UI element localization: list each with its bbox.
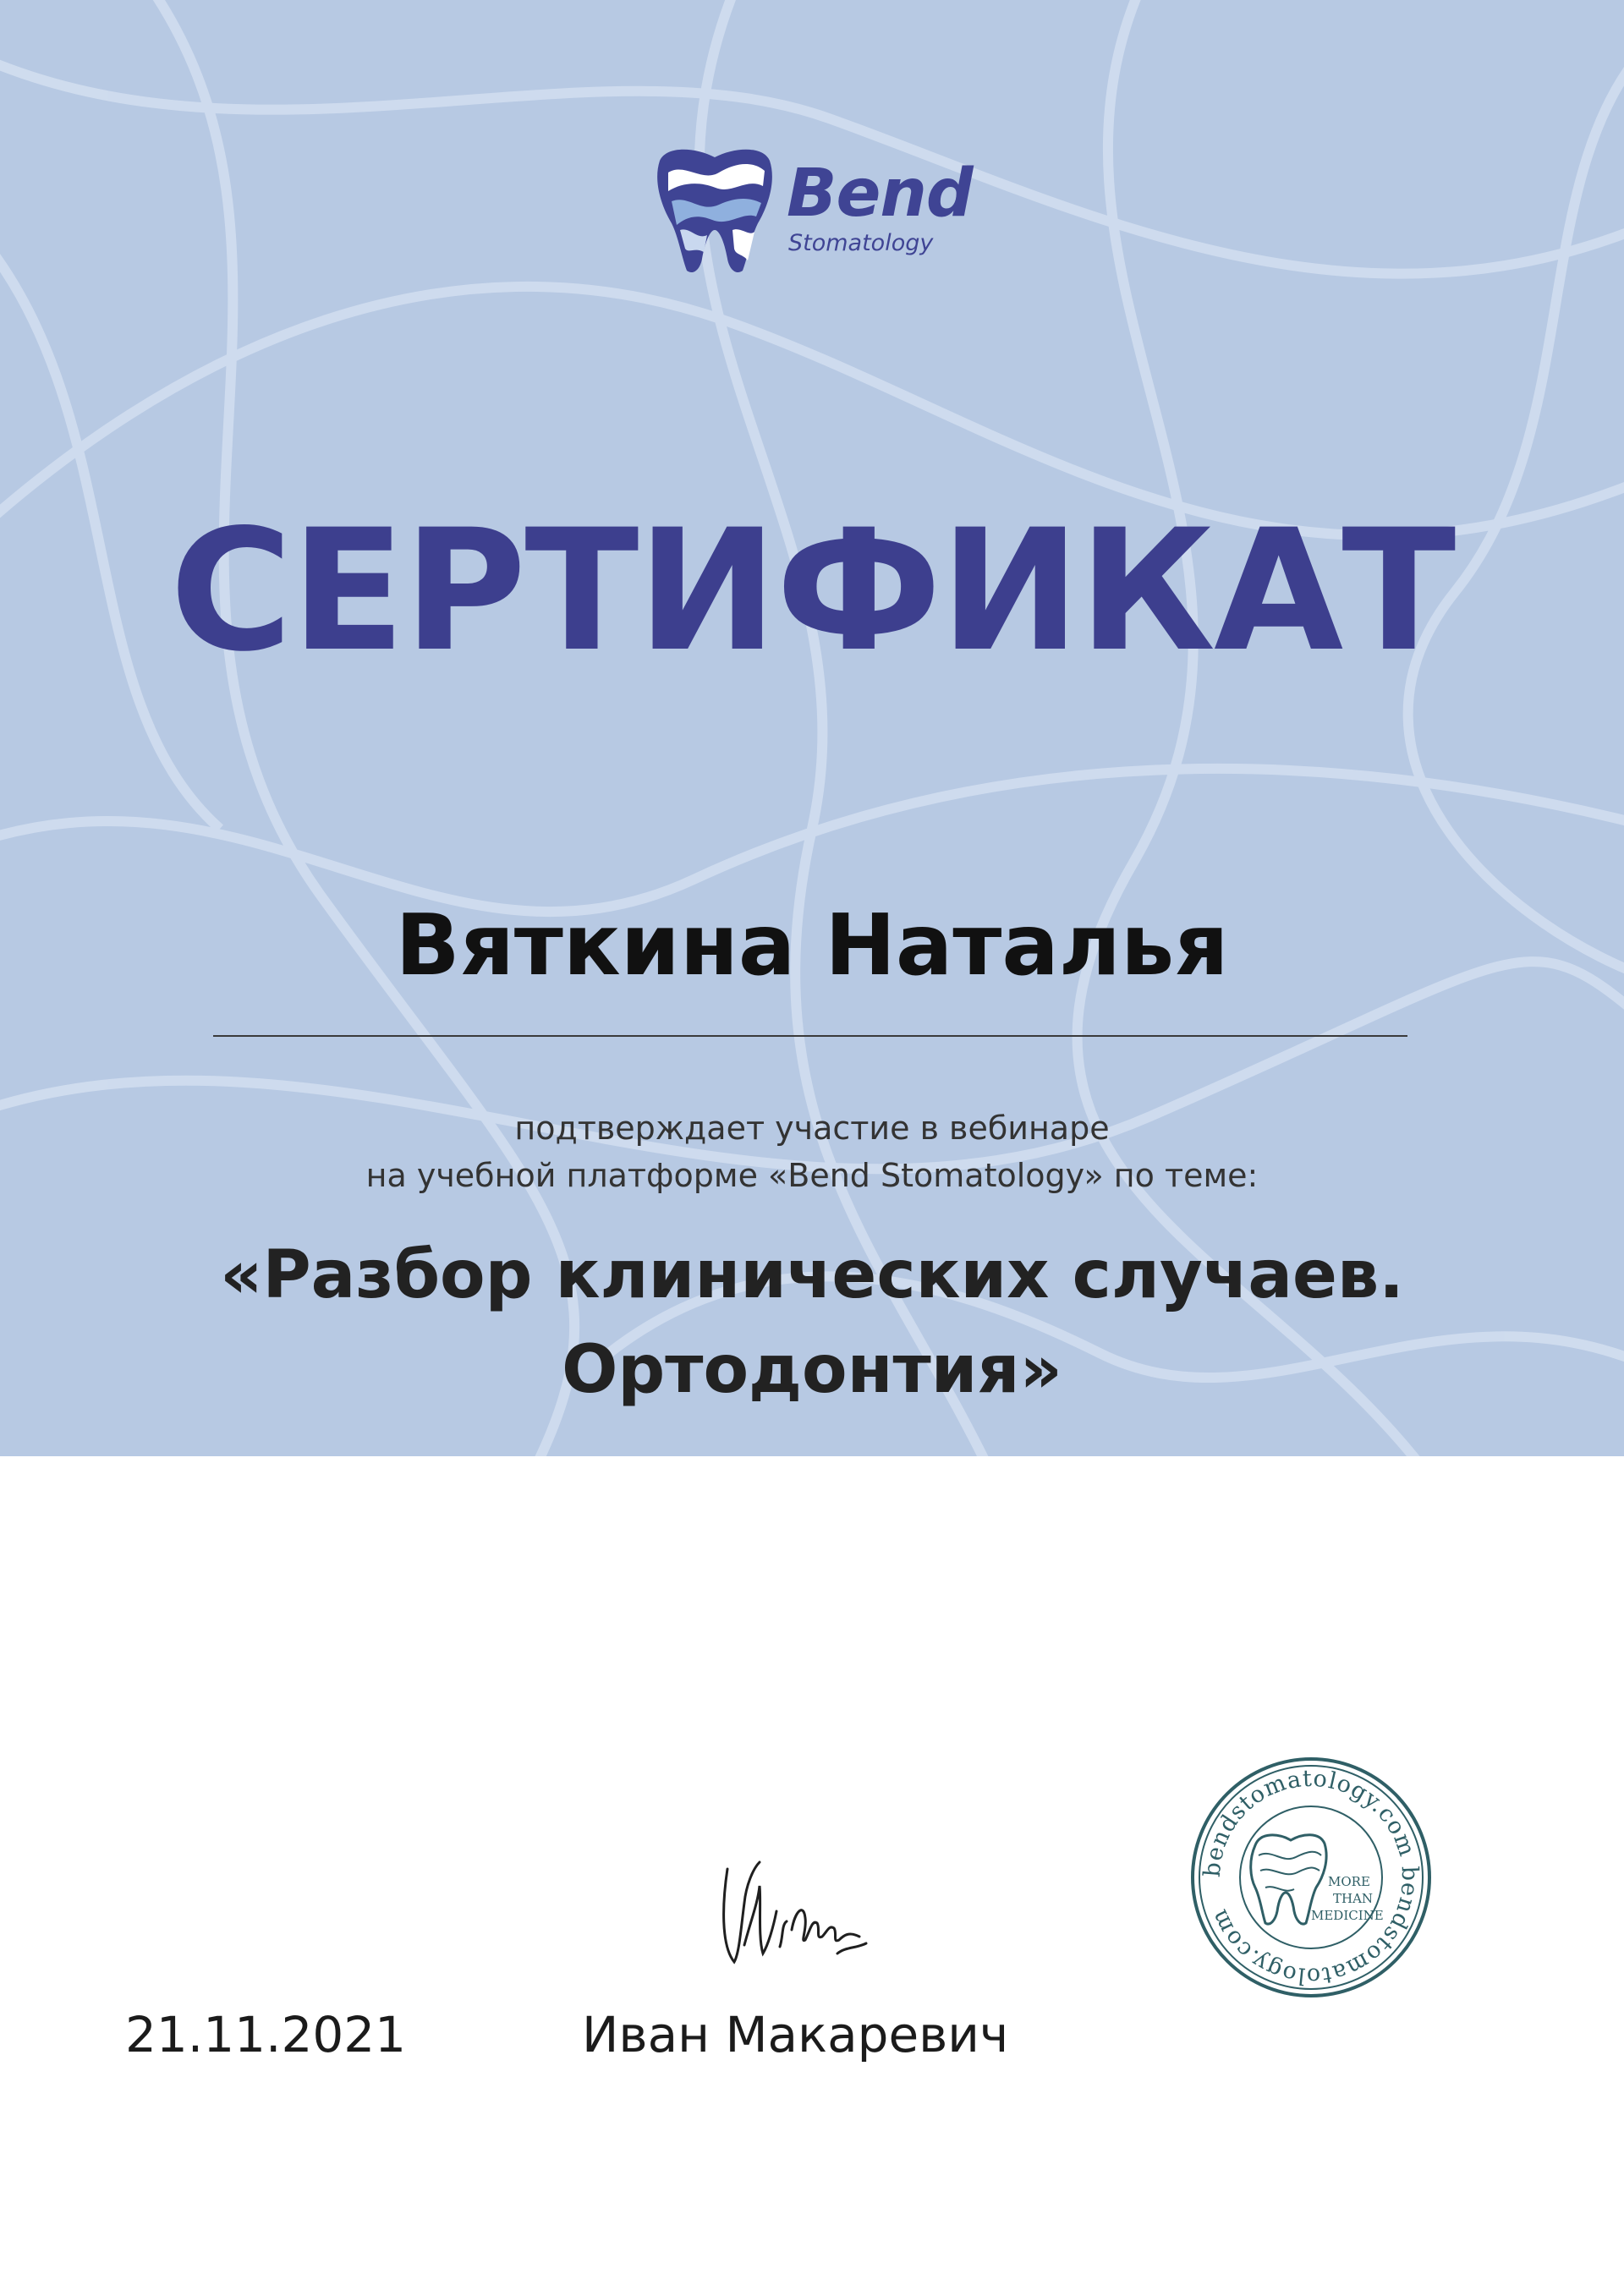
certificate-date: 21.11.2021 bbox=[125, 2006, 407, 2063]
brand-logo bbox=[651, 142, 973, 277]
certificate-title: СЕРТИФИКАТ bbox=[169, 493, 1455, 688]
webinar-topic bbox=[0, 1228, 1624, 1417]
confirmation-text bbox=[0, 1104, 1624, 1199]
stamp-motto-1: MORE bbox=[1328, 1874, 1370, 1889]
topic-line-1: «Разбор клинических случаев. bbox=[220, 1237, 1404, 1313]
stamp-motto-3: MEDICINE bbox=[1311, 1908, 1384, 1923]
topic-line-2: Ортодонтия» bbox=[562, 1332, 1062, 1408]
brand-subtitle: Stomatology bbox=[788, 230, 934, 256]
stamp-ring-text: bendstomatology.com bendstomatology.com bbox=[1199, 1765, 1424, 1990]
stamp-motto-2: THAN bbox=[1333, 1891, 1374, 1906]
signature-image bbox=[710, 1852, 880, 1987]
tooth-icon bbox=[651, 142, 778, 276]
clinic-stamp bbox=[1184, 1751, 1438, 2004]
confirmation-line-2: на учебной платформе «Bend Stomatology» по теме: bbox=[365, 1157, 1259, 1194]
signer-name: Иван Макаревич bbox=[582, 2006, 1009, 2063]
name-underline bbox=[213, 1035, 1407, 1037]
brand-name: Bend bbox=[787, 156, 973, 232]
recipient-name: Вяткина Наталья bbox=[395, 896, 1229, 995]
confirmation-line-1: подтверждает участие в вебинаре bbox=[514, 1110, 1110, 1147]
